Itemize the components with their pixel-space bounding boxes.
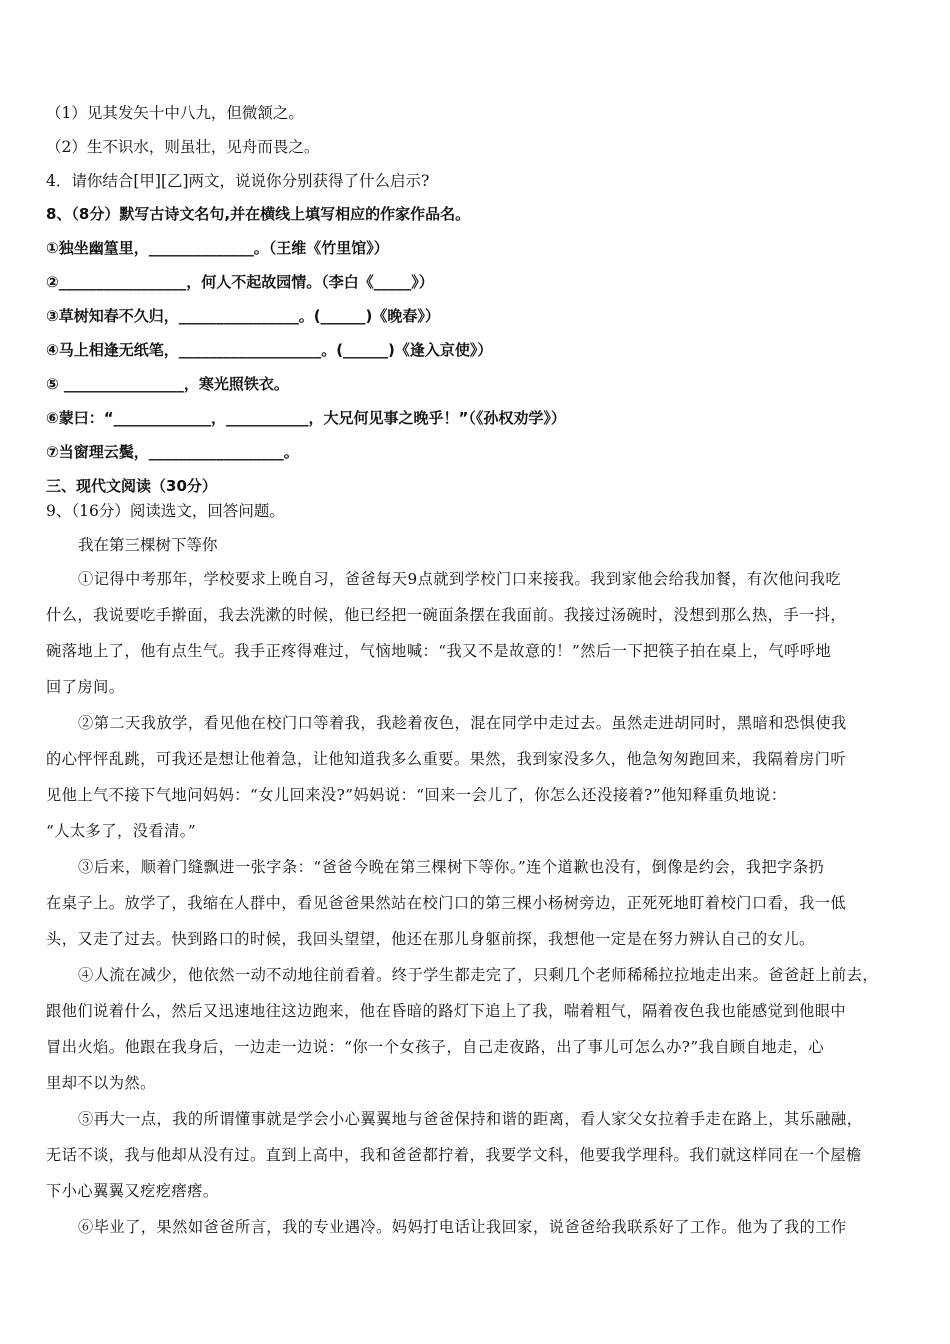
- text-line: ③后来，顺着门缝飘进一张字条：“爸爸今晚在第三棵树下等你。”连个道歉也没有，倒像是约会，我把字条扔: [78, 858, 825, 876]
- text-line: 8、（8分）默写古诗文名句,并在横线上填写相应的作家作品名。: [46, 205, 471, 223]
- text-line: （1）见其发矢十中八九，但微颔之。: [46, 104, 304, 122]
- text-line: ⑥蒙曰：“_____________，___________，大兄何见事之晚乎！”（《孙权劝学》）: [46, 409, 566, 427]
- text-line: 见他上气不接下气地问妈妈：“女儿回来没?”妈妈说：“回来一会儿了，你怎么还没接着?”他知释重负地说：: [46, 786, 787, 804]
- text-line: 的心怦怦乱跳，可我还是想让他着急，让他知道我多么重要。果然，我到家没多久，他急匆匆跑回来，我隔着房门听: [46, 750, 847, 768]
- text-line: ⑦当窗理云鬓，__________________。: [46, 443, 299, 461]
- text-line: 碗落地上了，他有点生气。我手正疼得难过，气恼地喊：“我又不是故意的！”然后一下把筷子拍在桌上，气呼呼地: [46, 642, 832, 660]
- text-line: ②_________________，何人不起故园情。（李白《_____》）: [46, 273, 434, 291]
- text-line: ④人流在减少，他依然一动不动地往前看着。终于学生都走完了，只剩几个老师稀稀拉拉地走出来。爸爸赶上前去，: [78, 966, 879, 984]
- text-line: 里却不以为然。: [46, 1074, 156, 1092]
- text-line: （2）生不识水，则虽壮，见舟而畏之。: [46, 138, 320, 156]
- text-line: 在桌子上。放学了，我缩在人群中，看见爸爸果然站在校门口的第三棵小杨树旁边，正死死地盯着校门口看，我一低: [46, 894, 847, 912]
- text-line: ①独坐幽篁里，______________。（王维《竹里馆》）: [46, 239, 389, 257]
- text-line: 无话不谈，我与他却从没有过。直到上高中，我和爸爸都拧着，我要学文科，他要我学理科。我们就这样同在一个屋檐: [46, 1146, 862, 1164]
- text-line: 我在第三棵树下等你: [78, 536, 218, 554]
- text-line: 头，又走了过去。快到路口的时候，我回头望望，他还在那儿身躯前探，我想他一定是在努力辨认自己的女儿。: [46, 930, 815, 948]
- text-line: 下小心翼翼又疙疙瘩瘩。: [46, 1182, 219, 1200]
- text-line: 什么，我说要吃手擀面，我去洗漱的时候，他已经把一碗面条摆在我面前。我接过汤碗时，没想到那么热，手一抖，: [46, 606, 847, 624]
- text-line: 跟他们说着什么，然后又迅速地往这边跑来，他在昏暗的路灯下追上了我，喘着粗气，隔着夜色我也能感觉到他眼中: [46, 1002, 847, 1020]
- text-line: ③草树知春不久归，________________。(______)《晚春》）: [46, 307, 440, 325]
- text-line: ⑥毕业了，果然如爸爸所言，我的专业遇冷。妈妈打电话让我回家，说爸爸给我联系好了工作。他为了我的工作: [78, 1218, 847, 1236]
- text-line: ⑤ ________________，寒光照铁衣。: [46, 375, 289, 393]
- text-line: 冒出火焰。他跟在我身后，一边走一边说：“你一个女孩子，自己走夜路，出了事儿可怎么办?”我自顾自地走，心: [46, 1038, 825, 1056]
- text-line: ⑤再大一点，我的所谓懂事就是学会小心翼翼地与爸爸保持和谐的距离，看人家父女拉着手走在路上，其乐融融，: [78, 1110, 863, 1128]
- text-line: ①记得中考那年，学校要求上晚自习，爸爸每天9点就到学校门口来接我。我到家他会给我加餐，有次他问我吃: [78, 570, 842, 588]
- text-line: 4．请你结合[甲][乙]两文，说说你分别获得了什么启示?: [46, 172, 430, 190]
- text-line: “人太多了，没看清。”: [46, 822, 197, 840]
- text-line: 回了房间。: [46, 678, 125, 696]
- text-line: ④马上相逢无纸笔，___________________。(______)《逢入京使》）: [46, 341, 493, 359]
- text-line: 三、现代文阅读（30分）: [46, 477, 217, 495]
- text-line: 9、（16分）阅读选文，回答问题。: [46, 502, 285, 520]
- text-line: ②第二天我放学，看见他在校门口等着我，我趁着夜色，混在同学中走过去。虽然走进胡同时，黑暗和恐惧使我: [78, 714, 847, 732]
